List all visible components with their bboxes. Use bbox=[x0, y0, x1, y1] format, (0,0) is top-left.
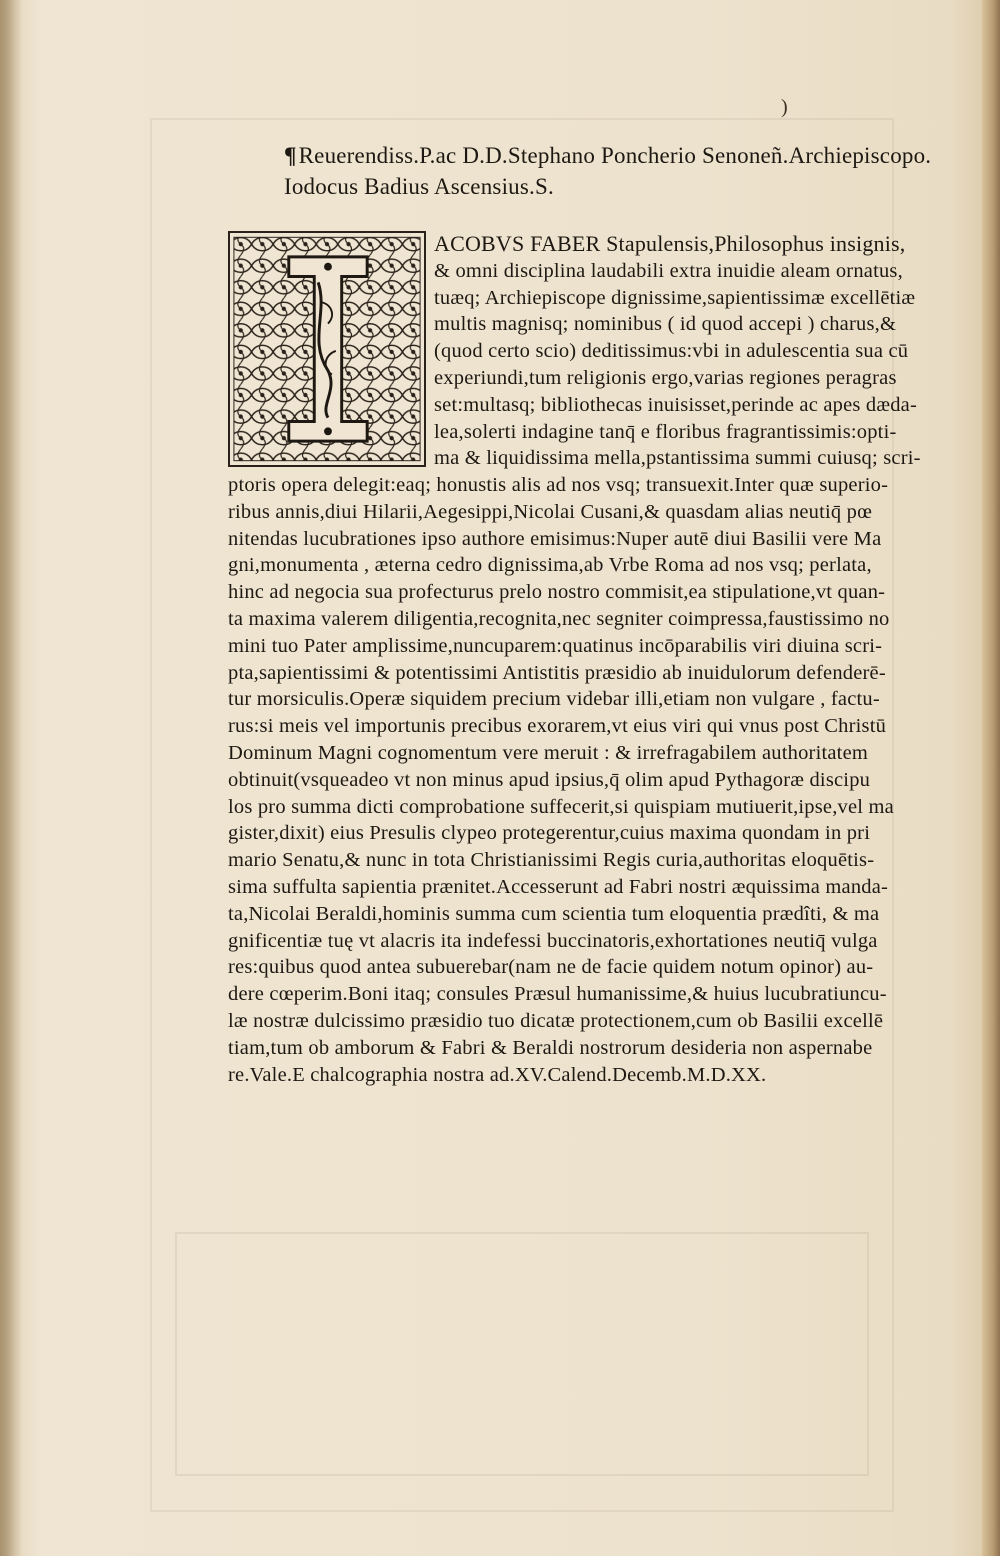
intro-lines bbox=[434, 231, 921, 472]
text-line: læ nostræ dulcissimo præsidio tuo dicatæ protectionem,cum ob Basilii excellē bbox=[228, 1009, 884, 1032]
text-line: dere cœperim.Boni itaq; consules Præsul humanissime,& huius lucubratiuncu- bbox=[228, 983, 887, 1006]
text-line: ribus annis,diui Hilarii,Aegesippi,Nicolai Cusani,& quasdam alias neutiq̄ pœ bbox=[228, 500, 873, 523]
text-line: hinc ad negocia sua profecturus prelo nostro commisit,ea stipulatione,vt quan- bbox=[228, 581, 886, 604]
text-line: set:multasq; bibliothecas inuisisset,perinde ac apes dæda- bbox=[434, 393, 917, 416]
heading-text-1: Reuerendiss.P.ac D.D.Stephano Poncherio Senoneñ.Archiepiscopo. bbox=[298, 143, 932, 168]
intro-block bbox=[228, 231, 960, 472]
text-line: ma & liquidissima mella,pstantissima summi cuiusq; scri- bbox=[434, 447, 921, 470]
text-line: experiundi,tum religionis ergo,varias regiones peragras bbox=[434, 366, 897, 389]
text-line: & omni disciplina laudabili extra inuidie aleam ornatus, bbox=[434, 259, 903, 282]
text-line: pta,sapientissimi & potentissimi Antistitis præsidio ab inuidulorum defenderē- bbox=[228, 661, 886, 684]
text-line: los pro summa dicti comprobatione suffecerit,si quispiam mutiuerit,ipse,vel ma bbox=[228, 795, 894, 818]
text-line: nitendas lucubrationes ipso authore emisimus:Nuper autē diui Basilii vere Ma bbox=[228, 527, 882, 550]
text-line: res:quibus quod antea subuerebar(nam ne de facie quidem notum opinor) au- bbox=[228, 956, 874, 979]
gutter-shadow bbox=[0, 0, 22, 1556]
text-line: (quod certo scio) deditissimus:vbi in adulescentia sua cū bbox=[434, 340, 909, 363]
body-lines bbox=[228, 472, 960, 1088]
text-line: mario Senatu,& nunc in tota Christianissimi Regis curia,authoritas eloquētis- bbox=[228, 849, 875, 872]
text-line: re.Vale.E chalcographia nostra ad.XV.Calend.Decemb.M.D.XX. bbox=[228, 1063, 767, 1086]
pilcrow-icon: ¶ bbox=[284, 143, 297, 168]
text-line: gister,dixit) eius Presulis clypeo protegerentur,cuius maxima quondam in pri bbox=[228, 822, 871, 845]
letter-text bbox=[228, 140, 960, 1088]
heading-line-1 bbox=[284, 140, 960, 171]
text-line: ta,Nicolai Beraldi,hominis summa cum scientia tum eloquentia prædîti, & ma bbox=[228, 902, 880, 925]
show-through-panel bbox=[175, 1232, 869, 1476]
text-line: Dominum Magni cognomentum vere meruit : & irrefragabilem authoritatem bbox=[228, 741, 869, 764]
text-line: rus:si meis vel importunis precibus exorarem,vt eius viri qui vnus post Christū bbox=[228, 715, 887, 738]
gutter-mark: ) bbox=[781, 96, 788, 118]
text-line: lea,solerti indagine tanq̄ e floribus fragrantissimis:opti- bbox=[434, 420, 897, 443]
text-line: tur morsiculis.Operæ siquidem precium videbar illi,etiam non vulgare , factu- bbox=[228, 688, 880, 711]
text-line: ptoris opera delegit:eaq; honustis alis ad nos vsq; transuexit.Inter quæ superio- bbox=[228, 474, 889, 496]
text-line: ACOBVS FABER Stapulensis,Philosophus insignis, bbox=[434, 231, 906, 256]
text-line: mini tuo Pater amplissime,nuncuparem:quatinus incōparabilis viri diuina scri- bbox=[228, 634, 883, 657]
page-edge bbox=[982, 0, 1000, 1556]
text-line: tiam,tum ob amborum & Fabri & Beraldi nostrorum desideria non aspernabe bbox=[228, 1036, 873, 1059]
text-line: tuæq; Archiepiscope dignissime,sapientissimæ excellētiæ bbox=[434, 286, 916, 309]
ornamental-initial-icon bbox=[228, 231, 426, 467]
text-line: multis magnisq; nominibus ( id quod accepi ) charus,& bbox=[434, 313, 897, 336]
text-line: ta maxima valerem diligentia,recognita,nec segniter coimpressa,faustissimo no bbox=[228, 607, 890, 630]
text-line: gnificentiæ tuę vt alacris ita indefessi buccinatoris,exhortationes neutiq̄ vulga bbox=[228, 929, 878, 952]
text-line: sima suffulta sapientia prænitet.Accesserunt ad Fabri nostri æquissima manda- bbox=[228, 875, 889, 898]
heading-line-2: Iodocus Badius Ascensius.S. bbox=[284, 174, 554, 199]
text-line: obtinuit(vsqueadeo vt non minus apud ipsius,q̄ olim apud Pythagoræ discipu bbox=[228, 768, 871, 791]
text-line: gni,monumenta , æterna cedro dignissima,ab Vrbe Roma ad nos vsq; perlata, bbox=[228, 554, 872, 577]
